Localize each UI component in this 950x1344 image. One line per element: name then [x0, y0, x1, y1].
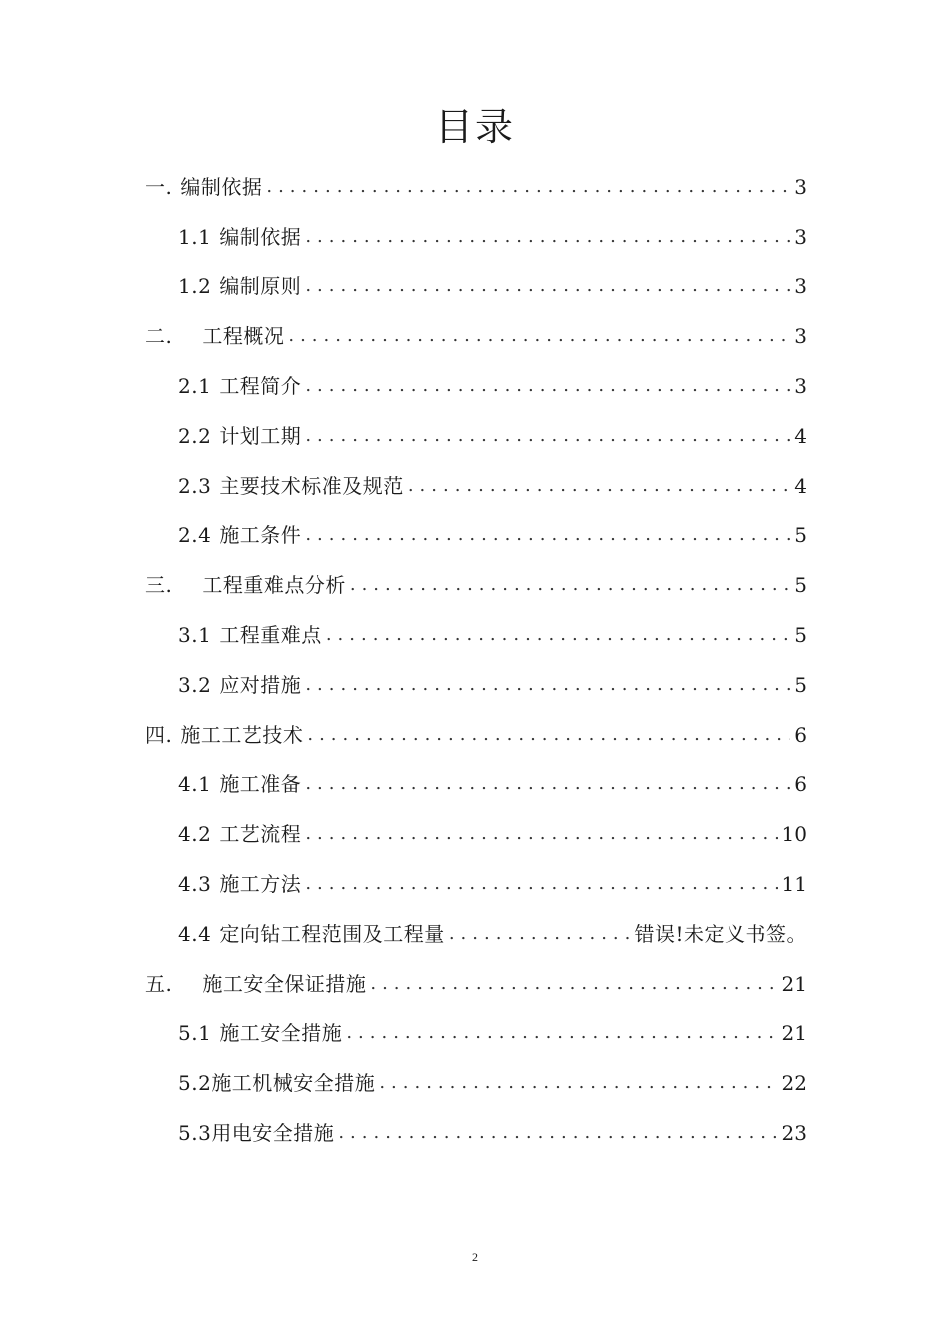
toc-entry-number: 二. [145, 324, 173, 349]
toc-dot-leader [266, 162, 790, 212]
toc-entry-title: 工程重难点分析 [202, 573, 346, 598]
toc-entry-page-error: 错误!未定义书签。 [634, 921, 807, 946]
page-number: 2 [472, 1250, 478, 1264]
toc-entry-number: 3.1 [178, 622, 212, 647]
toc-entry-title: 施工安全保证措施 [202, 971, 367, 996]
toc-dot-leader [305, 859, 777, 909]
toc-entry[interactable] [145, 1009, 807, 1059]
toc-entry-page: 3 [794, 274, 807, 299]
toc-entry-page: 3 [794, 174, 807, 199]
toc-entry-number: 一. [145, 174, 173, 199]
toc-entry-page: 11 [781, 871, 807, 896]
toc-dot-leader [305, 212, 790, 262]
toc-dot-leader [307, 710, 790, 760]
toc-entry-title: 工艺流程 [219, 822, 302, 847]
toc-entry[interactable] [145, 262, 807, 312]
toc-entry-number: 4.3 [178, 871, 212, 896]
toc-entry-title: 施工机械安全措施 [211, 1071, 376, 1096]
toc-dot-leader [305, 411, 790, 461]
toc-entry-page: 5 [794, 573, 807, 598]
toc-entry-label [145, 162, 262, 212]
toc-dot-leader [305, 660, 790, 710]
toc-entry[interactable] [145, 959, 807, 1009]
toc-entry-page: 10 [781, 822, 807, 847]
toc-dot-leader [370, 959, 777, 1009]
toc-entry-label [178, 361, 301, 411]
toc-entry-title: 计划工期 [219, 423, 302, 448]
toc-entry-label [145, 710, 303, 760]
toc-entry-number: 3.2 [178, 672, 212, 697]
toc-entry[interactable] [145, 1108, 807, 1158]
toc-entry-label [178, 859, 301, 909]
toc-entry[interactable] [145, 710, 807, 760]
toc-entry-title: 施工准备 [219, 772, 302, 797]
toc-entry-title: 定向钻工程范围及工程量 [219, 921, 445, 946]
toc-entry-label [145, 311, 284, 361]
toc-dot-leader [346, 1008, 777, 1058]
toc-entry-label [178, 510, 301, 560]
toc-entry-number: 1.2 [178, 274, 212, 299]
toc-entry-title: 施工方法 [219, 871, 302, 896]
toc-entry-label [178, 261, 301, 311]
toc-entry[interactable] [145, 411, 807, 461]
toc-entry[interactable] [145, 461, 807, 511]
toc-entry-number: 4.4 [178, 921, 212, 946]
toc-entry-title: 施工工艺技术 [180, 722, 304, 747]
toc-entry-title: 工程简介 [219, 373, 302, 398]
toc-entry[interactable] [145, 511, 807, 561]
toc-entry-label [178, 660, 301, 710]
toc-entry[interactable] [145, 859, 807, 909]
toc-entry-label [145, 560, 346, 610]
toc-entry-label [178, 909, 445, 959]
toc-entry-label [145, 959, 366, 1009]
toc-entry[interactable] [145, 1058, 807, 1108]
toc-entry[interactable] [145, 212, 807, 262]
toc-entry[interactable] [145, 361, 807, 411]
toc-entry[interactable] [145, 311, 807, 361]
toc-entry-number: 4.2 [178, 822, 212, 847]
toc-entry[interactable] [145, 162, 807, 212]
toc-dot-leader [305, 361, 790, 411]
toc-entry-label [178, 212, 301, 262]
toc-dot-leader [305, 759, 790, 809]
toc-entry-number: 四. [145, 722, 173, 747]
toc-entry-label [178, 1108, 334, 1158]
page-title: 目录 [434, 105, 515, 149]
toc-entry-label [178, 610, 322, 660]
toc-entry[interactable] [145, 809, 807, 859]
toc-entry-title: 工程概况 [202, 324, 285, 349]
toc-entry-title: 用电安全措施 [211, 1120, 335, 1145]
toc-dot-leader [305, 809, 777, 859]
toc-entry[interactable] [145, 909, 807, 959]
toc-entry-title: 编制依据 [180, 174, 263, 199]
toc-entry-page: 4 [794, 423, 807, 448]
toc-entry-title: 施工安全措施 [219, 1021, 343, 1046]
toc-entry-number: 2.2 [178, 423, 212, 448]
toc-entry-page: 4 [794, 473, 807, 498]
toc-entry-page: 22 [781, 1071, 807, 1096]
toc-entry[interactable] [145, 660, 807, 710]
toc-entry-title: 应对措施 [219, 672, 302, 697]
toc-dot-leader [288, 311, 790, 361]
toc-dot-leader [326, 610, 790, 660]
toc-entry-label [178, 461, 404, 511]
toc-entry-label [178, 1058, 375, 1108]
toc-entry-number: 5.3 [178, 1120, 212, 1145]
toc-dot-leader [338, 1108, 777, 1158]
toc-entry-number: 5.2 [178, 1071, 212, 1096]
toc-entry-number: 三. [145, 573, 173, 598]
toc-entry-page: 3 [794, 324, 807, 349]
toc-entry-page: 23 [781, 1120, 807, 1145]
toc-dot-leader [449, 909, 631, 959]
toc-entry[interactable] [145, 760, 807, 810]
toc-entry-number: 4.1 [178, 772, 212, 797]
toc-entry-number: 2.1 [178, 373, 212, 398]
toc-entry-title: 编制依据 [219, 224, 302, 249]
table-of-contents [145, 162, 807, 1158]
toc-dot-leader [379, 1058, 777, 1108]
toc-entry-title: 工程重难点 [219, 622, 322, 647]
toc-entry-title: 主要技术标准及规范 [219, 473, 404, 498]
toc-entry-label [178, 1008, 342, 1058]
toc-entry-page: 6 [794, 722, 807, 747]
toc-entry-title: 施工条件 [219, 523, 302, 548]
toc-dot-leader [305, 261, 790, 311]
toc-entry-number: 5.1 [178, 1021, 212, 1046]
toc-dot-leader [350, 560, 790, 610]
toc-dot-leader [408, 461, 790, 511]
toc-entry-label [178, 411, 301, 461]
toc-entry-number: 五. [145, 971, 173, 996]
toc-entry-page: 21 [781, 971, 807, 996]
toc-entry-page: 21 [781, 1021, 807, 1046]
toc-entry-number: 2.4 [178, 523, 212, 548]
toc-entry-number: 2.3 [178, 473, 212, 498]
toc-entry-label [178, 759, 301, 809]
toc-entry[interactable] [145, 560, 807, 610]
toc-entry-page: 5 [794, 622, 807, 647]
toc-entry-page: 5 [794, 672, 807, 697]
toc-entry-label [178, 809, 301, 859]
toc-entry-page: 3 [794, 373, 807, 398]
toc-entry-page: 6 [794, 772, 807, 797]
toc-entry-page: 5 [794, 523, 807, 548]
toc-entry[interactable] [145, 610, 807, 660]
toc-entry-page: 3 [794, 224, 807, 249]
toc-dot-leader [305, 510, 790, 560]
toc-entry-number: 1.1 [178, 224, 212, 249]
toc-entry-title: 编制原则 [219, 274, 302, 299]
